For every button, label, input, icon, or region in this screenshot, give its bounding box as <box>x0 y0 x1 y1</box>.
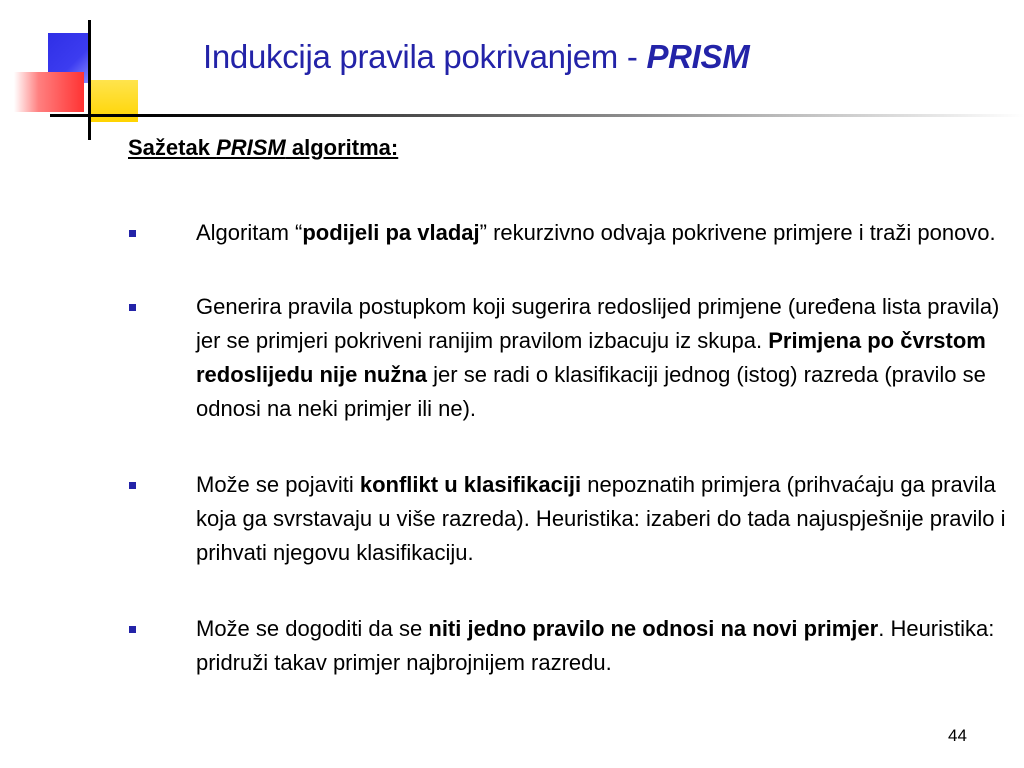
page-number: 44 <box>948 726 967 745</box>
square-bullet-icon <box>129 304 136 311</box>
bullet-item <box>196 216 1006 250</box>
bullet-item <box>196 290 1006 426</box>
bullet-text: . Heuristika: pridruži takav primjer najbrojnijem razredu. <box>196 616 995 675</box>
bullet-text: Algoritam “ <box>196 220 303 245</box>
bullet-text: ” rekurzivno odvaja pokrivene primjere i traži ponovo. <box>479 220 996 245</box>
subtitle-suffix: algoritma: <box>285 135 399 160</box>
square-bullet-icon <box>129 482 136 489</box>
bullet-bold-text: konflikt u klasifikaciji <box>359 472 582 497</box>
bullet-text: nepoznatih primjera (prihvaćaju ga pravila koja ga svrstavaju u više razreda). Heuristika: izaberi do tada najuspješnije pravilo i prihvati njegovu klasifikaciju. <box>196 472 1006 565</box>
bullet-item <box>196 612 1006 680</box>
subtitle-emphasis: PRISM <box>216 135 286 160</box>
subtitle-prefix: Sažetak <box>128 135 217 160</box>
bullet-text: Generira pravila postupkom koji sugerira redoslijed primjene (uređena lista pravila) jer se primjeri pokriveni ranijim pravilom izbacuju iz skupa. <box>196 294 1000 353</box>
bullet-bold-text: podijeli pa vladaj <box>302 220 480 245</box>
slide-title-emphasis: PRISM <box>646 38 750 75</box>
bullet-bold-text: niti jedno pravilo ne odnosi na novi primjer <box>428 616 879 641</box>
bullet-bold-text: Primjena po čvrstom redoslijedu nije nužna <box>196 328 986 387</box>
square-bullet-icon <box>129 626 136 633</box>
bullet-text: Može se dogoditi da se <box>196 616 429 641</box>
bullet-item <box>196 468 1006 570</box>
bullet-text: jer se radi o klasifikaciji jednog (istog) razreda (pravilo se odnosi na neki primjer ili ne). <box>196 362 986 421</box>
bullet-text: Može se pojaviti <box>196 472 360 497</box>
square-bullet-icon <box>129 230 136 237</box>
slide-title-main: Indukcija pravila pokrivanjem - <box>203 38 647 75</box>
